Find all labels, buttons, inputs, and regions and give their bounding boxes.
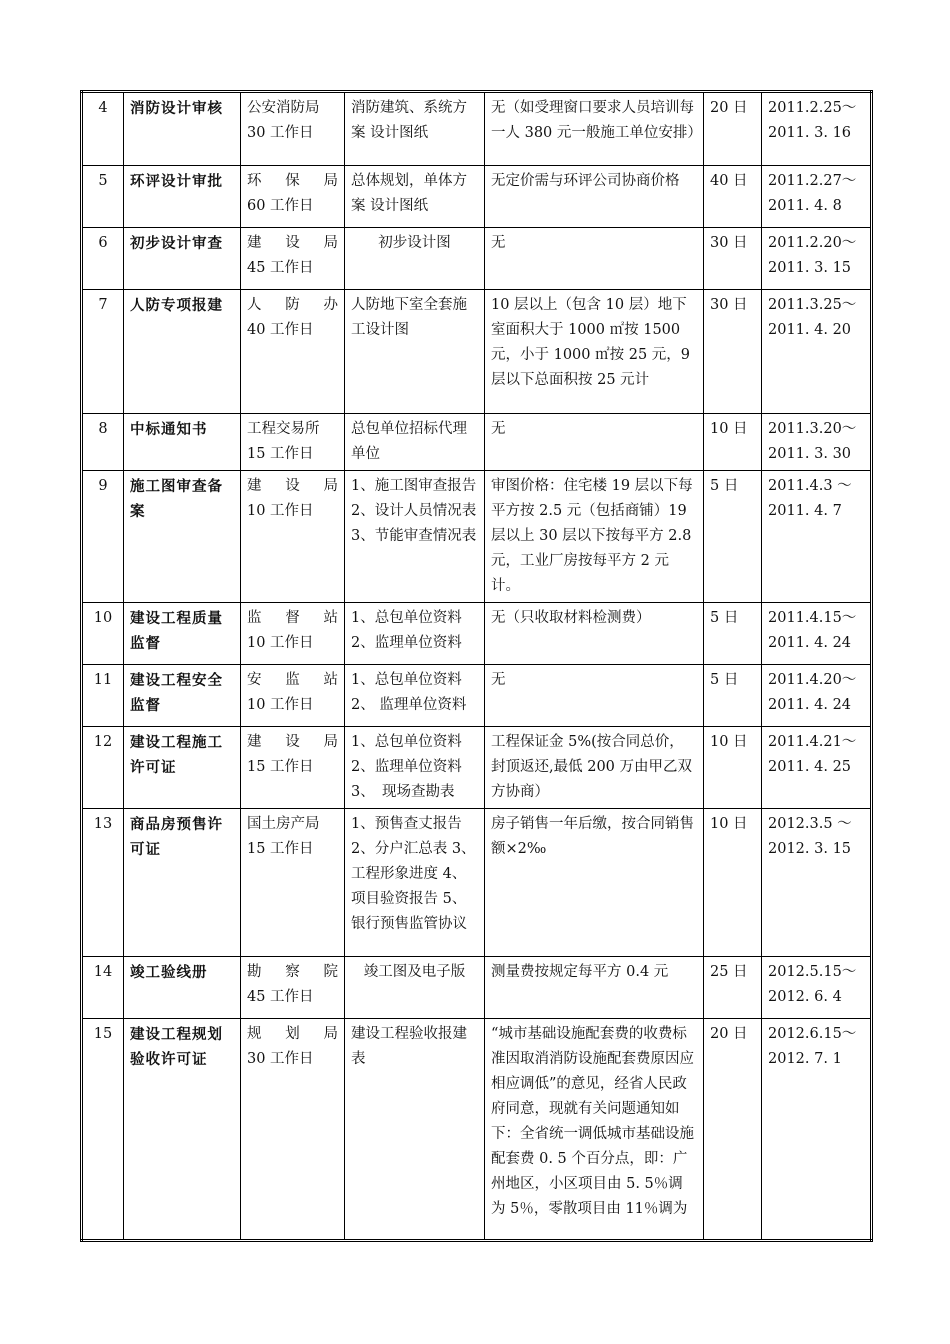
materials-cell-line: 2、分户汇总表 3、工程形象进度 4、项目验资报告 5、银行预售监管协议 <box>351 841 476 932</box>
row-number: 12 <box>82 727 124 809</box>
period-cell-line: 2011. 4. 20 <box>768 322 852 338</box>
item-name: 施工图审查备案 <box>124 471 241 603</box>
period-cell <box>762 727 872 809</box>
days-cell: 10 日 <box>704 414 762 471</box>
table-row <box>82 957 872 1019</box>
fee-cell <box>485 1019 704 1241</box>
department-cell-line: 15 工作日 <box>247 446 314 462</box>
period-cell-line: 2011.3.20～ <box>768 421 857 437</box>
department-cell <box>241 957 345 1019</box>
table-row <box>82 166 872 228</box>
item-name: 消防设计审核 <box>124 92 241 166</box>
days-cell: 20 日 <box>704 1019 762 1241</box>
period-cell <box>762 665 872 727</box>
row-number: 5 <box>82 166 124 228</box>
item-name: 环评设计审批 <box>124 166 241 228</box>
period-cell-line: 2011.4.15～ <box>768 610 857 626</box>
department-cell-line: 建 设 局 <box>247 734 338 750</box>
period-cell-line: 2012. 6. 4 <box>768 989 842 1005</box>
materials-cell-line: 2、监理单位资料 <box>351 635 462 651</box>
table-row <box>82 665 872 727</box>
materials-cell <box>345 957 485 1019</box>
fee-cell <box>485 727 704 809</box>
department-cell <box>241 166 345 228</box>
row-number: 15 <box>82 1019 124 1241</box>
department-cell-line: 40 工作日 <box>247 322 314 338</box>
fee-cell-line: 房子销售一年后缴，按合同销售额×2‰ <box>491 816 694 857</box>
materials-cell-line: 人防地下室全套施工设计图 <box>351 297 467 338</box>
materials-cell <box>345 809 485 957</box>
department-cell <box>241 809 345 957</box>
table-row <box>82 1019 872 1241</box>
materials-cell <box>345 414 485 471</box>
row-number: 6 <box>82 228 124 290</box>
period-cell-line: 2012. 7. 1 <box>768 1051 842 1067</box>
materials-cell-line: 建设工程验收报建表 <box>351 1026 467 1067</box>
period-cell-line: 2011. 3. 15 <box>768 260 852 276</box>
department-cell <box>241 727 345 809</box>
department-cell-line: 国土房产局 <box>247 816 320 832</box>
department-cell-line: 10 工作日 <box>247 697 314 713</box>
fee-cell <box>485 166 704 228</box>
materials-cell <box>345 92 485 166</box>
department-cell-line: 建 设 局 <box>247 235 338 251</box>
department-cell <box>241 603 345 665</box>
materials-cell-line: 1、总包单位资料 <box>351 672 462 688</box>
department-cell-line: 60 工作日 <box>247 198 314 214</box>
department-cell-line: 环 保 局 <box>247 173 338 189</box>
department-cell-line: 人 防 办 <box>247 297 338 313</box>
period-cell-line: 2011.4.20～ <box>768 672 857 688</box>
item-name: 竣工验线册 <box>124 957 241 1019</box>
period-cell-line: 2011. 4. 7 <box>768 503 842 519</box>
item-name: 建设工程安全监督 <box>124 665 241 727</box>
table-row <box>82 92 872 166</box>
fee-cell-line: 工程保证金 5%(按合同总价，封顶返还,最低 200 万由甲乙双方协商） <box>491 734 693 800</box>
fee-cell-line: “城市基础设施配套费的收费标准因取消消防设施配套费原因应相应调低”的意见，经省人民政府同意，现就有关问题通知如下：全省统一调低城市基础设施配套费 0. 5 个百分点，即：广州地区，小区项目由 5. 5％调为 5％，零散项目由 11％调为 <box>491 1026 694 1217</box>
period-cell-line: 2012.5.15～ <box>768 964 857 980</box>
department-cell-line: 15 工作日 <box>247 759 314 775</box>
department-cell-line: 安 监 站 <box>247 672 338 688</box>
fee-cell <box>485 92 704 166</box>
materials-cell-line: 1、总包单位资料 <box>351 734 462 750</box>
days-cell: 30 日 <box>704 290 762 414</box>
fee-cell <box>485 603 704 665</box>
document-page <box>80 90 870 1242</box>
department-cell-line: 15 工作日 <box>247 841 314 857</box>
table-row <box>82 414 872 471</box>
period-cell-line: 2011. 4. 24 <box>768 697 852 713</box>
period-cell <box>762 957 872 1019</box>
department-cell-line: 规 划 局 <box>247 1026 338 1042</box>
item-name: 建设工程质量监督 <box>124 603 241 665</box>
materials-cell <box>345 665 485 727</box>
materials-cell <box>345 290 485 414</box>
period-cell-line: 2012. 3. 15 <box>768 841 852 857</box>
period-cell <box>762 166 872 228</box>
department-cell-line: 10 工作日 <box>247 503 314 519</box>
materials-cell-line: 2、 监理单位资料 <box>351 697 467 713</box>
period-cell-line: 2011.4.3 ～ <box>768 478 852 494</box>
department-cell-line: 监 督 站 <box>247 610 338 626</box>
period-cell-line: 2011. 3. 16 <box>768 125 852 141</box>
item-name: 商品房预售许可证 <box>124 809 241 957</box>
department-cell-line: 30 工作日 <box>247 1051 314 1067</box>
fee-cell <box>485 290 704 414</box>
department-cell-line: 建 设 局 <box>247 478 338 494</box>
period-cell <box>762 471 872 603</box>
row-number: 10 <box>82 603 124 665</box>
period-cell <box>762 603 872 665</box>
department-cell-line: 勘 察 院 <box>247 964 338 980</box>
fee-cell <box>485 228 704 290</box>
materials-cell-line: 1、预售查丈报告 <box>351 816 462 832</box>
fee-cell-line: 无（只收取材料检测费） <box>491 610 651 626</box>
fee-cell-line: 无（如受理窗口要求人员培训每一人 380 元一般施工单位安排） <box>491 100 702 141</box>
period-cell-line: 2012.3.5 ～ <box>768 816 852 832</box>
table-row <box>82 603 872 665</box>
department-cell-line: 45 工作日 <box>247 260 314 276</box>
period-cell-line: 2011.3.25～ <box>768 297 857 313</box>
fee-cell-line: 10 层以上（包含 10 层）地下室面积大于 1000 ㎡按 1500 元，小于 1000 ㎡按 25 元，9 层以下总面积按 25 元计 <box>491 297 691 388</box>
materials-cell <box>345 603 485 665</box>
item-name: 建设工程规划验收许可证 <box>124 1019 241 1241</box>
days-cell: 30 日 <box>704 228 762 290</box>
table-row <box>82 290 872 414</box>
materials-cell <box>345 228 485 290</box>
row-number: 14 <box>82 957 124 1019</box>
fee-cell <box>485 809 704 957</box>
department-cell <box>241 1019 345 1241</box>
row-number: 9 <box>82 471 124 603</box>
materials-cell-line: 1、总包单位资料 <box>351 610 462 626</box>
days-cell: 20 日 <box>704 92 762 166</box>
period-cell-line: 2011.4.21～ <box>768 734 857 750</box>
approval-table <box>80 90 873 1242</box>
days-cell: 10 日 <box>704 727 762 809</box>
days-cell: 10 日 <box>704 809 762 957</box>
item-name: 人防专项报建 <box>124 290 241 414</box>
materials-cell-line: 总体规划，单体方案 设计图纸 <box>351 173 467 214</box>
period-cell-line: 2011. 3. 30 <box>768 446 852 462</box>
table-row <box>82 228 872 290</box>
fee-cell-line: 审图价格：住宅楼 19 层以下每平方按 2.5 元（包括商铺）19 层以上 30 层以下按每平方 2.8 元，工业厂房按每平方 2 元计。 <box>491 478 693 594</box>
period-cell <box>762 290 872 414</box>
fee-cell <box>485 414 704 471</box>
fee-cell-line: 无 <box>491 672 506 688</box>
period-cell-line: 2012.6.15～ <box>768 1026 857 1042</box>
department-cell <box>241 665 345 727</box>
period-cell-line: 2011.2.20～ <box>768 235 857 251</box>
department-cell <box>241 228 345 290</box>
row-number: 13 <box>82 809 124 957</box>
days-cell: 5 日 <box>704 603 762 665</box>
item-name: 初步设计审查 <box>124 228 241 290</box>
department-cell <box>241 414 345 471</box>
days-cell: 25 日 <box>704 957 762 1019</box>
materials-cell <box>345 1019 485 1241</box>
table-row <box>82 471 872 603</box>
materials-cell <box>345 166 485 228</box>
period-cell <box>762 809 872 957</box>
row-number: 4 <box>82 92 124 166</box>
table-row <box>82 727 872 809</box>
period-cell-line: 2011. 4. 8 <box>768 198 842 214</box>
period-cell-line: 2011.2.25～ <box>768 100 857 116</box>
row-number: 8 <box>82 414 124 471</box>
fee-cell-line: 无 <box>491 421 506 437</box>
department-cell-line: 30 工作日 <box>247 125 314 141</box>
fee-cell <box>485 957 704 1019</box>
materials-cell-line: 2、设计人员情况表 3、节能审查情况表 <box>351 503 491 544</box>
materials-cell-line: 消防建筑、系统方案 设计图纸 <box>351 100 467 141</box>
period-cell <box>762 228 872 290</box>
materials-cell-line: 竣工图及电子版 <box>363 964 466 980</box>
fee-cell <box>485 665 704 727</box>
period-cell-line: 2011.2.27～ <box>768 173 857 189</box>
period-cell <box>762 414 872 471</box>
period-cell <box>762 1019 872 1241</box>
materials-cell-line: 初步设计图 <box>378 235 451 251</box>
department-cell-line: 45 工作日 <box>247 989 314 1005</box>
fee-cell <box>485 471 704 603</box>
table-row <box>82 809 872 957</box>
fee-cell-line: 无 <box>491 235 506 251</box>
department-cell <box>241 290 345 414</box>
days-cell: 5 日 <box>704 471 762 603</box>
materials-cell <box>345 471 491 603</box>
row-number: 11 <box>82 665 124 727</box>
period-cell <box>762 92 872 166</box>
department-cell-line: 工程交易所 <box>247 421 320 437</box>
days-cell: 40 日 <box>704 166 762 228</box>
department-cell-line: 10 工作日 <box>247 635 314 651</box>
materials-cell <box>345 727 485 809</box>
department-cell-line: 公安消防局 <box>247 100 320 116</box>
days-cell: 5 日 <box>704 665 762 727</box>
period-cell-line: 2011. 4. 24 <box>768 635 852 651</box>
department-cell <box>241 471 345 603</box>
department-cell <box>241 92 345 166</box>
period-cell-line: 2011. 4. 25 <box>768 759 852 775</box>
item-name: 建设工程施工许可证 <box>124 727 241 809</box>
item-name: 中标通知书 <box>124 414 241 471</box>
fee-cell-line: 无定价需与环评公司协商价格 <box>491 173 680 189</box>
materials-cell-line: 总包单位招标代理单位 <box>351 421 467 462</box>
materials-cell-line: 2、监理单位资料 <box>351 759 462 775</box>
fee-cell-line: 测量费按规定每平方 0.4 元 <box>491 964 669 980</box>
table-body <box>82 92 872 1241</box>
row-number: 7 <box>82 290 124 414</box>
materials-cell-line: 3、 现场查勘表 <box>351 784 455 800</box>
materials-cell-line: 1、施工图审查报告 <box>351 478 477 494</box>
